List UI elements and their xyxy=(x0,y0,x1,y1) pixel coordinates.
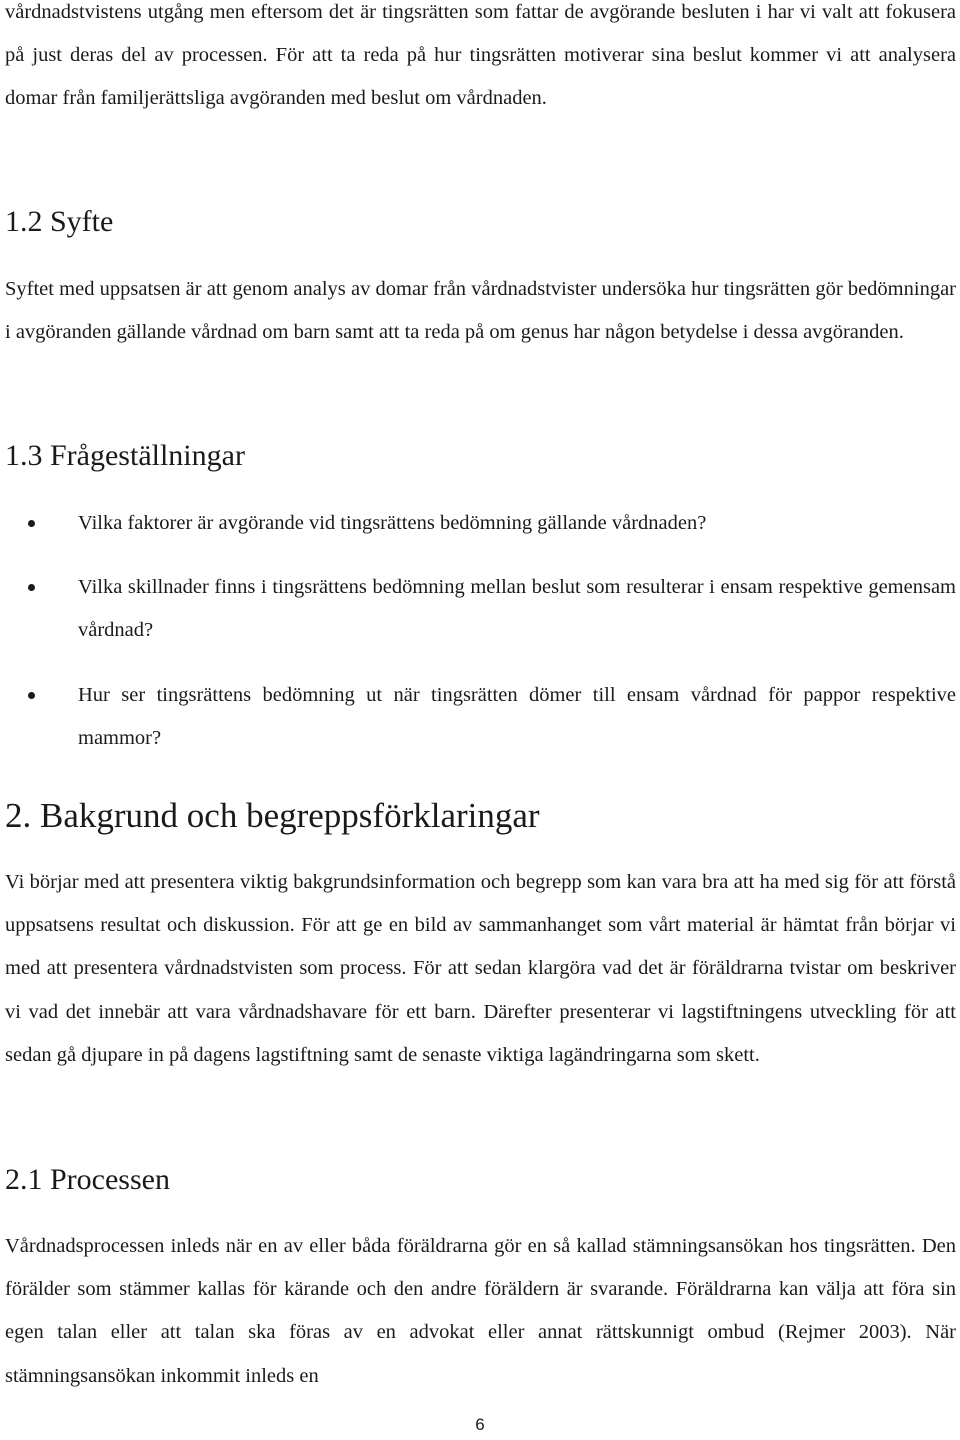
syfte-paragraph: Syftet med uppsatsen är att genom analys av domar från vårdnadstvister undersöka hur tingsrätten gör bedömningar i avgöranden gällande vårdnad om barn samt att ta reda på om genus har någon betydelse i dessa avgöranden. xyxy=(5,278,956,344)
question-list xyxy=(5,502,956,760)
bullet-icon xyxy=(28,584,35,591)
question-item xyxy=(5,674,956,760)
intro-paragraph: vårdnadstvistens utgång men eftersom det är tingsrätten som fattar de avgörande besluten i har vi valt att fokusera på just deras del av processen. För att ta reda på hur tingsrätten motiverar sina beslut kommer vi att analysera domar från familjerättsliga avgöranden med beslut om vårdnaden. xyxy=(5,1,956,110)
question-item xyxy=(5,566,956,652)
page-number: 6 xyxy=(475,1415,485,1434)
heading-fragestallningar: 1.3 Frågeställningar xyxy=(5,439,245,472)
processen-paragraph: Vårdnadsprocessen inleds när en av eller båda föräldrarna gör en så kallad stämningsansökan hos tingsrätten. Den förälder som stämmer kallas för kärande och den andre föräldern är svarande. Föräldrarna kan välja att föra sin egen talan eller att talan ska föras av en advokat eller annat rättskunnigt ombud (Rejmer 2003). När stämningsansökan inkommit inleds en xyxy=(5,1235,956,1387)
question-text: Vilka faktorer är avgörande vid tingsrättens bedömning gällande vårdnaden? xyxy=(78,512,707,534)
heading-syfte: 1.2 Syfte xyxy=(5,205,114,238)
question-text: Vilka skillnader finns i tingsrättens bedömning mellan beslut som resulterar i ensam respektive gemensam vårdnad? xyxy=(78,576,956,642)
bakgrund-paragraph: Vi börjar med att presentera viktig bakgrundsinformation och begrepp som kan vara bra att ha med sig för att förstå uppsatsens resultat och diskussion. För att ge en bild av sammanhanget som vårt material är hämtat från börjar vi med att presentera vårdnadstvisten som process. För att sedan klargöra vad det är föräldrarna tvistar om beskriver vi vad det innebär att vara vårdnadshavare för ett barn. Därefter presenterar vi lagstiftningens utveckling för att sedan gå djupare in på dagens lagstiftning samt de senaste viktiga lagändringarna som skett. xyxy=(5,871,956,1066)
heading-processen: 2.1 Processen xyxy=(5,1163,170,1196)
question-item xyxy=(5,502,956,545)
question-text: Hur ser tingsrättens bedömning ut när tingsrätten dömer till ensam vårdnad för pappor respektive mammor? xyxy=(78,683,956,749)
bullet-icon xyxy=(28,692,35,699)
bullet-icon xyxy=(28,520,35,527)
heading-bakgrund: 2. Bakgrund och begreppsförklaringar xyxy=(5,796,540,835)
